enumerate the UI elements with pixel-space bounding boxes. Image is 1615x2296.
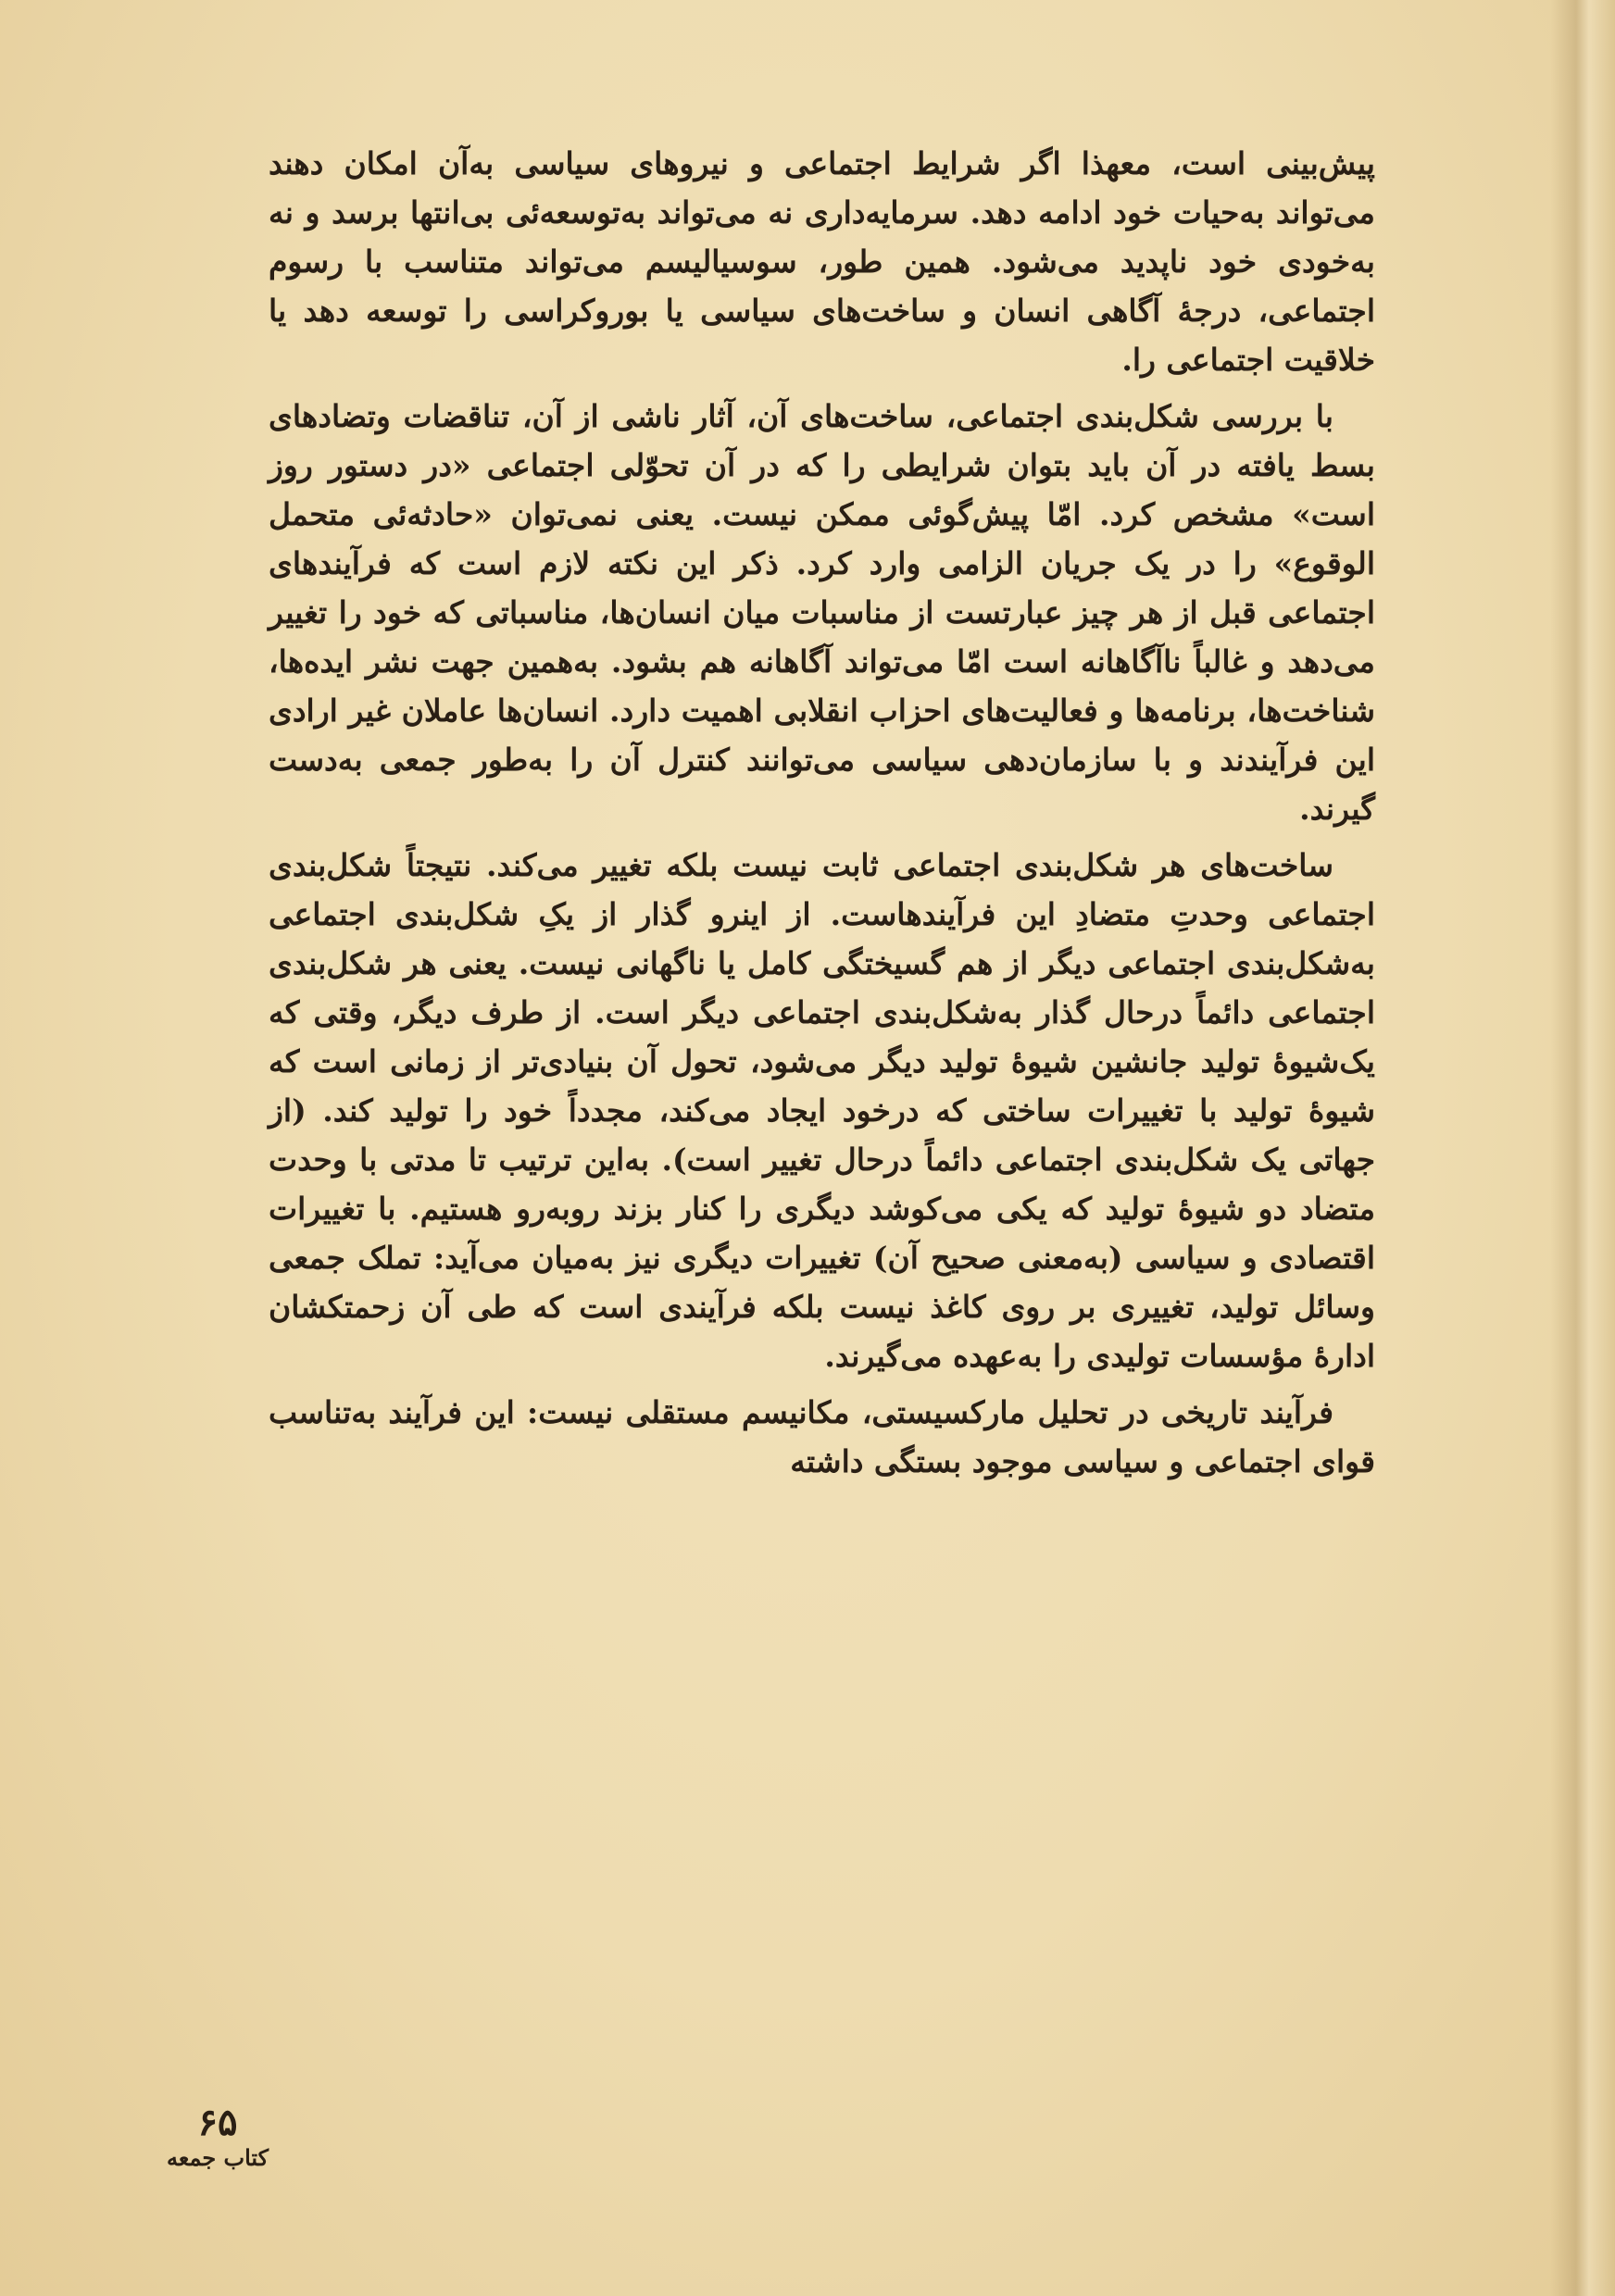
paragraph-1: پیش‌بینی است، معهذا اگر شرایط اجتماعی و نیروهای سیاسی به‌آن امکان دهند می‌تواند به‌حیات خود ادامه دهد. سرمایه‌داری نه می‌تواند به‌توسعه‌ئی بی‌انتها برسد و نه به‌خودی خود ناپدید می‌شود. همین طور، سوسیالیسم می‌تواند متناسب با رسوم اجتماعی، درجهٔ آگاهی انسان و ساخت‌های سیاسی یا بوروکراسی را توسعه دهد یا خلاقیت اجتماعی را.: [269, 145, 1375, 378]
paragraph-2: با بررسی شکل‌بندی اجتماعی، ساخت‌های آن، آثار ناشی از آن، تناقضات وتضادهای بسط یافته در آن باید بتوان شرایطی را که در آن تحوّلی اجتماعی «در دستور روز است» مشخص کرد. امّا پیش‌گوئی ممکن نیست. یعنی نمی‌توان «حادثه‌ئی متحمل الوقوع» را در یک جریان الزامی وارد کرد. ذکر این نکته لازم است که فرآیندهای اجتماعی قبل از هر چیز عبارتست از مناسبات میان انسان‌ها، مناسباتی که خود را تغییر می‌دهد و غالباً ناآگاهانه است امّا می‌تواند آگاهانه هم بشود. به‌همین جهت نشر ایده‌ها، شناخت‌ها، برنامه‌ها و فعالیت‌های احزاب انقلابی اهمیت دارد. انسان‌ها عاملان غیر ارادی این فرآیندند و با سازمان‌دهی سیاسی می‌توانند کنترل آن را به‌طور جمعی به‌دست گیرند.: [269, 398, 1375, 827]
paragraph-4: فرآیند تاریخی در تحلیل مارکسیستی، مکانیسم مستقلی نیست: این فرآیند به‌تناسب قوای اجتماعی و سیاسی موجود بستگی داشته: [269, 1394, 1375, 1479]
paragraph-3: ساخت‌های هر شکل‌بندی اجتماعی ثابت نیست بلکه تغییر می‌کند. نتیجتاً شکل‌بندی اجتماعی وحدتِ متضادِ این فرآیندهاست. از اینرو گذار از یکِ شکل‌بندی اجتماعی به‌شکل‌بندی اجتماعی دیگر از هم گسیختگی کامل یا ناگهانی نیست. یعنی هر شکل‌بندی اجتماعی دائماً درحال گذار به‌شکل‌بندی اجتماعی دیگر است. از طرف دیگر، وقتی که یک‌شیوهٔ تولید جانشین شیوهٔ تولید دیگر می‌شود، تحول آن بنیادی‌تر از زمانی است که شیوهٔ تولید با تغییرات ساختی که درخود ایجاد می‌کند، مجدداً خود را تولید کند. (از جهاتی یک شکل‌بندی اجتماعی دائماً درحال تغییر است). به‌این ترتیب تا مدتی با وحدت متضاد دو شیوهٔ تولید که یکی می‌کوشد دیگری را کنار بزند روبه‌رو هستیم. با تغییرات اقتصادی و سیاسی (به‌معنی صحیح آن) تغییرات دیگری نیز به‌میان می‌آید: تملک جمعی وسائل تولید، تغییری بر روی کاغذ نیست بلکه فرآیندی است که طی آن زحمتکشان ادارهٔ مؤسسات تولیدی را به‌عهده می‌گیرند.: [269, 847, 1375, 1374]
page-fold-shadow: [1550, 0, 1615, 2296]
page-number: ۶۵: [197, 2101, 238, 2144]
page-footer: [167, 2102, 269, 2172]
body-text: [269, 139, 1375, 1493]
book-name: کتاب جمعه: [167, 2144, 269, 2171]
